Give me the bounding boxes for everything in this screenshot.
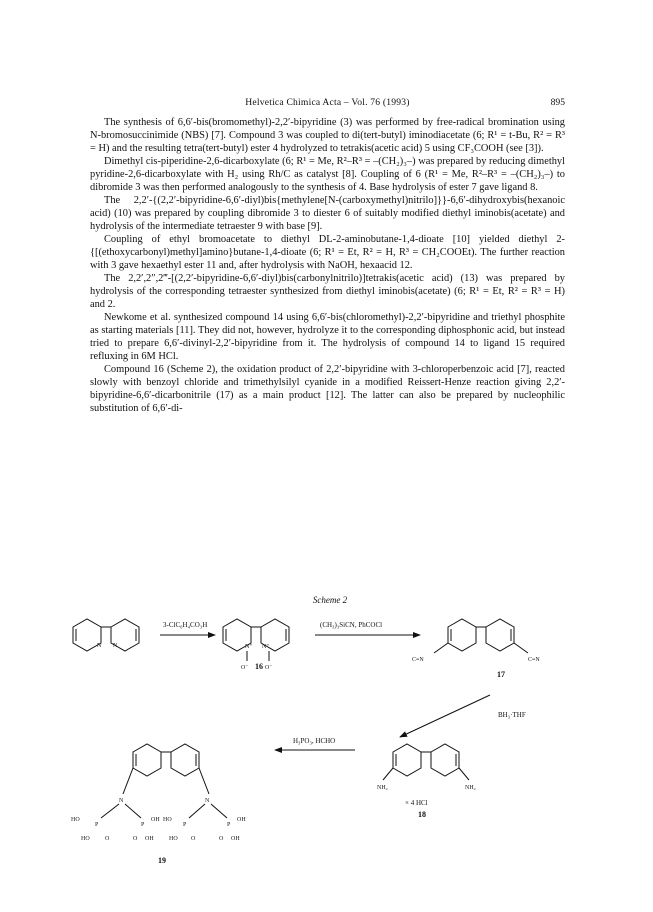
compound-number: 16: [255, 662, 263, 671]
reaction-arrow: [400, 695, 490, 737]
atom-label: OH: [237, 817, 246, 823]
scheme-title: Scheme 2: [312, 595, 348, 605]
atom-label: HO: [163, 817, 172, 823]
atom-label: N: [205, 798, 210, 804]
compound-number: 19: [158, 856, 166, 865]
atom-label: HO: [81, 836, 90, 842]
atom-label: C≡N: [528, 657, 540, 663]
paragraph: The synthesis of 6,6′-bis(bromomethyl)-2,2′-bipyridine (3) was performed by free-radical bromination using N-bromosuccinimide (NBS) [7]. Compound 3 was coupled to di(tert-butyl) iminodiacetate (6; R¹ = t-Bu, R² = R³ = H) and the resulting tetra(tert-butyl) ester 4 hydrolyzed to tetrakis(acetic acid) 5 using CF₃COOH (see [3]).: [90, 117, 565, 155]
atom-label: OH: [145, 836, 154, 842]
atom-label: N: [113, 643, 118, 649]
reagent-label: 3-ClC₆H₄CO₃H: [163, 621, 208, 629]
atom-label: P: [227, 822, 231, 828]
body-text: [90, 116, 565, 415]
atom-label: N⁺: [245, 644, 253, 650]
reagent-label: BH₃·THF: [498, 711, 526, 719]
atom-label: N: [97, 643, 102, 649]
atom-label: O: [105, 836, 110, 842]
atom-label: NH₂: [465, 785, 476, 791]
paragraph: Compound 16 (Scheme 2), the oxidation product of 2,2′-bipyridine with 3-chloroperbenzoic acid [7], reacted slowly with benzoyl chloride and trimethylsilyl cyanide in a modified Reissert-Henze reaction giving 2,2′-bipyridine-6,6′-dicarbonitrile (17) as a main product [12]. The latter can also be prepared by nucleophilic substitution of 6,6′-di-: [90, 364, 565, 415]
atom-label: HO: [169, 836, 178, 842]
atom-label: O: [191, 836, 196, 842]
atom-label: C≡N: [412, 657, 424, 663]
paragraph: The 2,2′,2″,2‴-[(2,2′-bipyridine-6,6′-diyl)bis(carbonylnitrilo)]tetrakis(acetic acid) (13) was prepared by hydrolysis of the corresponding tetraester synthesized from diethyl iminobis(acetate) (6; R¹ = Et, R² = R³ = H) and 2.: [90, 273, 565, 311]
compound-number: 18: [418, 810, 426, 819]
paragraph: Coupling of ethyl bromoacetate to diethyl DL-2-aminobutane-1,4-dioate [10] yielded diethyl 2-{[(ethoxycarbonyl)methyl]amino}butane-1,4-dioate (6; R¹ = Et, R² = H, R³ = CH₂COOEt). The further reaction with 3 gave hexaethyl ester 11 and, after hydrolysis with NaOH, hexaacid 12.: [90, 234, 565, 272]
compound-19-structure: [71, 744, 246, 842]
atom-label: P: [183, 822, 187, 828]
atom-label: N⁺: [262, 644, 270, 650]
journal-running-title: Helvetica Chimica Acta – Vol. 76 (1993): [245, 97, 410, 108]
scheme-drawing: [60, 595, 600, 875]
atom-label: OH: [231, 836, 240, 842]
reagent-label: H₃PO₃, HCHO: [293, 737, 336, 745]
atom-label: N: [119, 798, 124, 804]
atom-label: O⁻: [265, 665, 273, 671]
atom-label: P: [95, 822, 99, 828]
paragraph: Newkome et al. synthesized compound 14 using 6,6′-bis(chloromethyl)-2,2′-bipyridine and triethyl phosphite as starting materials [11]. They did not, however, hydrolyze it to the corresponding diphosphonic acid, but instead tried to prepare 6,6′-divinyl-2,2′-bipyridine from it. The hydrolysis of compound 14 to ligand 15 required refluxing in 6M HCl.: [90, 312, 565, 363]
reaction-scheme: [60, 595, 600, 875]
compound-18-structure: [377, 744, 476, 791]
compound-17-structure: [412, 619, 540, 663]
paragraph: The 2,2′-{(2,2′-bipyridine-6,6′-diyl)bis{methylene[N-(carboxymethyl)nitrilo]}}-6,6′-dihydroxybis(hexanoic acid) (10) was prepared by coupling dibromide 3 to diester 6 of suitably modified diethyl iminobis(acetate) and hydrolysis of the intermediate tetraester 9 with base [9].: [90, 195, 565, 233]
bipyridine-structure: [73, 619, 139, 651]
reagent-label: (CH₃)₃SiCN, PhCOCl: [320, 621, 383, 629]
atom-label: O: [219, 836, 224, 842]
running-header: [90, 97, 565, 113]
page-number: 895: [550, 97, 565, 108]
atom-label: O: [133, 836, 138, 842]
atom-label: HO: [71, 817, 80, 823]
atom-label: OH: [151, 817, 160, 823]
paragraph: Dimethyl cis-piperidine-2,6-dicarboxylate (6; R¹ = Me, R²–R³ = –(CH₂)₃–) was prepared by reducing dimethyl pyridine-2,6-dicarboxylate with H₂ using Rh/C as catalyst [8]. Coupling of 6 (R¹ = Me, R²–R³ = –(CH₂)₃–) to dibromide 3 was then performed analogously to the synthesis of 4. Base hydrolysis of ester 7 gave ligand 8.: [90, 156, 565, 194]
compound-number: 17: [497, 670, 505, 679]
atom-label: NH₂: [377, 785, 388, 791]
atom-label: P: [141, 822, 145, 828]
salt-label: × 4 HCl: [405, 799, 428, 807]
atom-label: O⁻: [241, 665, 249, 671]
